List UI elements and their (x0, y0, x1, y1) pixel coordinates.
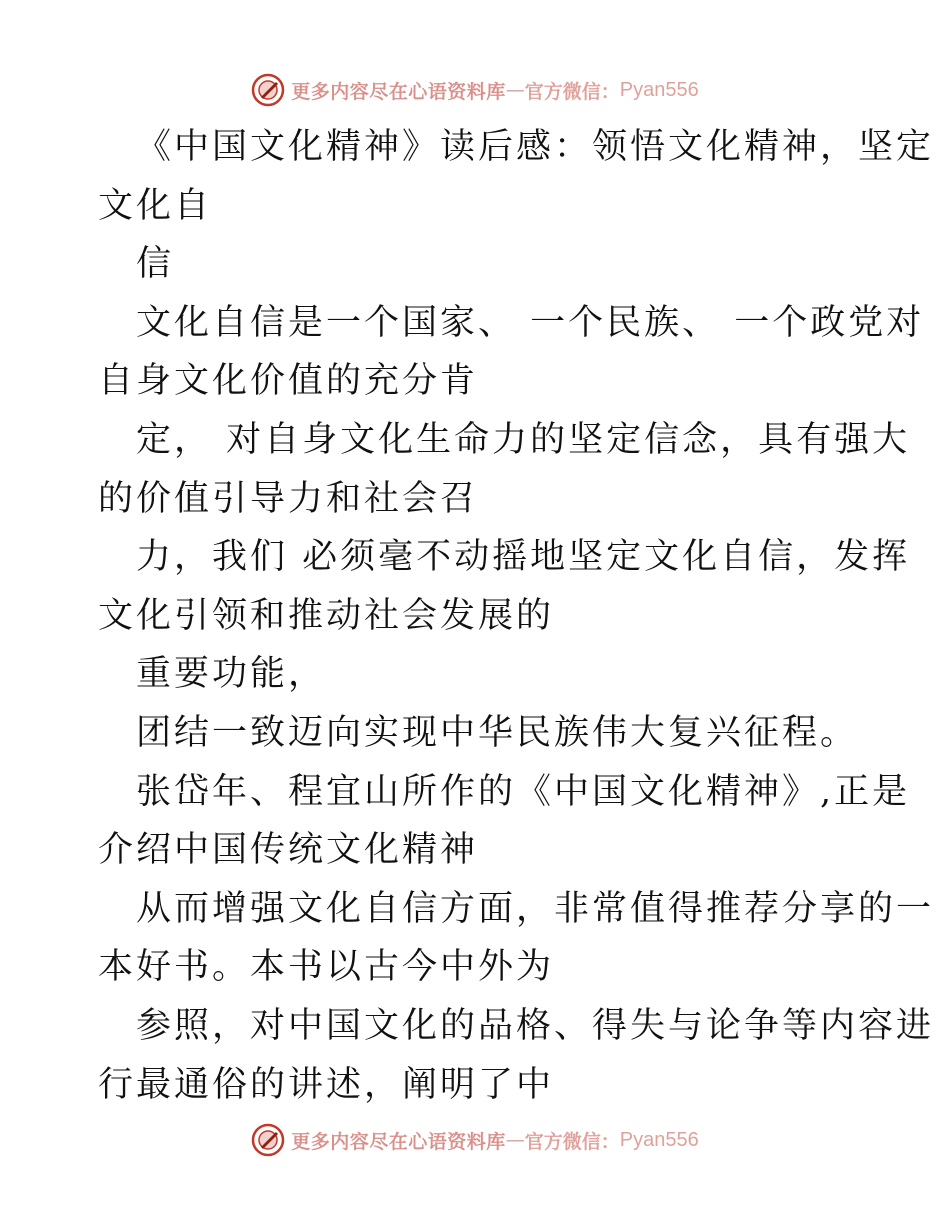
logo-icon (251, 73, 285, 107)
text-line: 重要功能， (136, 654, 327, 695)
banner-wechat-label: 官方微信： (524, 80, 620, 103)
banner-wechat-id: Pyan556 (619, 1128, 699, 1151)
text-line: 文化自信是一个国家、 一个民族、 一个政党对 (136, 302, 925, 343)
header-watermark (0, 70, 950, 110)
banner-dash: — (505, 79, 525, 101)
logo-icon (251, 1123, 285, 1157)
document-body (98, 118, 935, 1114)
text-line: 参照，对中国文化的品格、得失与论争等内容进 (136, 1005, 935, 1046)
text-line: 信 (136, 244, 175, 285)
text-line: 从而增强文化自信方面，非常值得推荐分享的一 (136, 888, 935, 929)
text-line: 自身文化价值的充分肯 (98, 361, 479, 402)
text-line: 介绍中国传统文化精神 (98, 830, 479, 871)
text-line: 的价值引导力和社会召 (98, 478, 479, 519)
text-line: 张岱年、程宜山所作的《中国文化精神》,正是 (136, 771, 911, 812)
text-line: 团结一致迈向实现中华民族伟大复兴征程。 (136, 712, 859, 753)
banner-text: 更多内容尽在心语资料库 (291, 1130, 506, 1153)
text-line: 《中国文化精神》读后感：领悟文化精神，坚定 (136, 127, 935, 167)
banner-dash: — (505, 1129, 525, 1151)
text-line: 力，我们 必须毫不动摇地坚定文化自信，发挥 (136, 537, 911, 578)
text-line: 定， 对自身文化生命力的坚定信念，具有强大 (136, 419, 911, 460)
banner-wechat-id: Pyan556 (619, 78, 699, 101)
text-line: 文化引领和推动社会发展的 (98, 595, 555, 636)
footer-watermark (0, 1120, 950, 1160)
text-line: 行最通俗的讲述，阐明了中 (98, 1064, 555, 1105)
banner-text: 更多内容尽在心语资料库 (291, 80, 506, 103)
text-line: 本好书。本书以古今中外为 (98, 947, 555, 988)
text-line: 文化自 (98, 185, 213, 226)
banner-wechat-label: 官方微信： (524, 1130, 620, 1153)
